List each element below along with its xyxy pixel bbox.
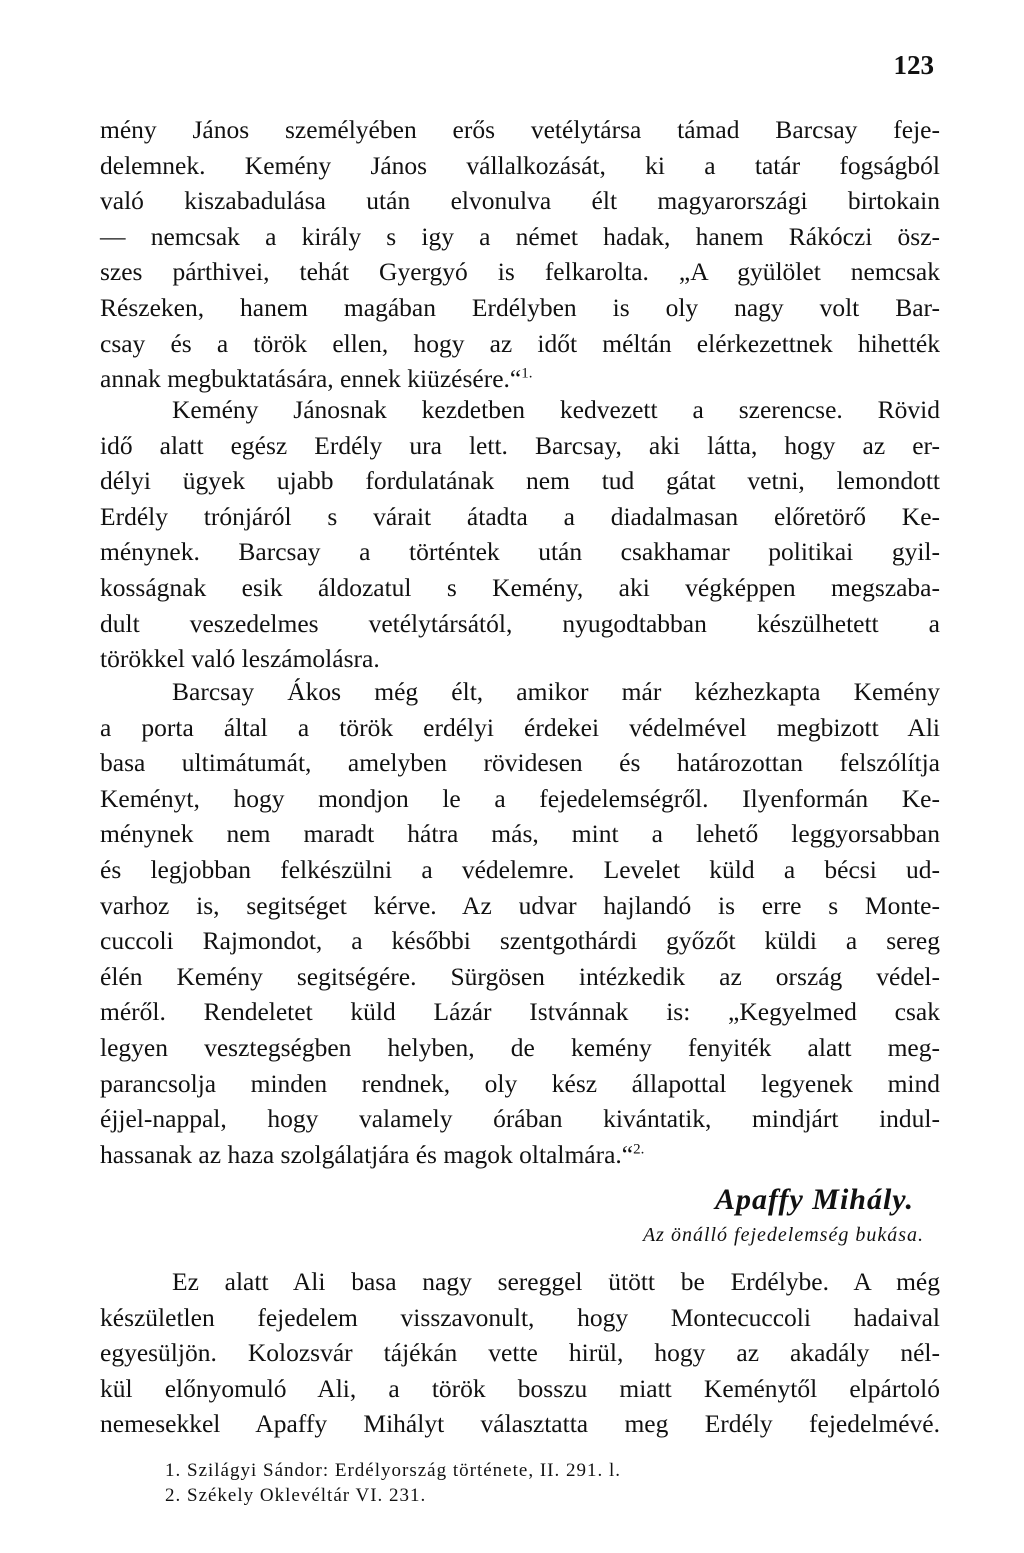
paragraph-4 xyxy=(100,1264,940,1442)
text-line: a porta által a török erdélyi érdekei védelmével megbizott Ali xyxy=(100,712,940,742)
footnote: 1. Szilágyi Sándor: Erdélyország története, II. 291. l. xyxy=(165,1460,622,1481)
text-line: Erdély trónjáról s várait átadta a diadalmasan előretörő Ke- xyxy=(100,501,940,531)
text-line: dult veszedelmes vetélytársától, nyugodtabban készülhetett a xyxy=(100,608,940,638)
text-line: való kiszabadulása után elvonulva élt magyarországi birtokain xyxy=(100,186,940,216)
text-line: kül előnyomuló Ali, a török bosszu miatt Keménytől elpártoló xyxy=(100,1373,940,1403)
text-line: Kemény Jánosnak kezdetben kedvezett a szerencse. Rövid xyxy=(172,395,940,424)
footnote-marker: 2. xyxy=(633,1141,645,1158)
text-line: törökkel való leszámolásra. xyxy=(100,644,380,674)
paragraph-2 xyxy=(100,392,940,677)
text-line: méről. Rendeletet küld Lázár Istvánnak is: „Kegyelmed csak xyxy=(100,997,940,1027)
text-line: Részeken, hanem magában Erdélyben is oly nagy volt Bar- xyxy=(100,292,940,322)
text-line: mény János személyében erős vetélytársa támad Barcsay feje- xyxy=(100,115,940,144)
footnotes xyxy=(165,1458,621,1508)
text-line: parancsolja minden rendnek, oly kész állapottal legyenek mind xyxy=(100,1068,940,1098)
text-line-content: hassanak az haza szolgálatjára és magok oltalmára.“ xyxy=(100,1139,634,1169)
text-line: basa ultimátumát, amelyben rövidesen és határozottan felszólítja xyxy=(100,748,940,778)
page-number: 123 xyxy=(893,50,934,80)
text-line: ménynek nem maradt hátra más, mint a lehető leggyorsabban xyxy=(100,819,940,849)
text-line: nemesekkel Apaffy Mihályt választatta meg Erdély fejedelmévé. xyxy=(100,1409,940,1439)
text-line xyxy=(100,1137,940,1173)
text-line: szes párthivei, tehát Gyergyó is felkarolta. „A gyülölet nemcsak xyxy=(100,257,940,287)
paragraph-1 xyxy=(100,112,940,397)
text-line: csay és a török ellen, hogy az időt méltán elérkezettnek hihették xyxy=(100,328,940,358)
text-line: varhoz is, segitséget kérve. Az udvar hajlandó is erre s Monte- xyxy=(100,890,940,920)
text-line: egyesüljön. Kolozsvár tájékán vette hirül, hogy az akadály nél- xyxy=(100,1338,940,1368)
text-line: ménynek. Barcsay a történtek után csakhamar politikai gyil- xyxy=(100,537,940,567)
text-line: cuccoli Rajmondot, a későbbi szentgothárdi győzőt küldi a sereg xyxy=(100,926,940,956)
section-subtitle: Az önálló fejedelemség bukása. xyxy=(642,1224,924,1246)
text-line: és legjobban felkészülni a védelemre. Levelet küld a bécsi ud- xyxy=(100,854,940,884)
footnote: 2. Székely Oklevéltár VI. 231. xyxy=(165,1485,427,1506)
text-line: kosságnak esik áldozatul s Kemény, aki végképpen megszaba- xyxy=(100,572,940,602)
section-heading xyxy=(642,1180,924,1250)
text-line: élén Kemény segitségére. Sürgösen intézkedik az ország védel- xyxy=(100,961,940,991)
text-line: délyi ügyek ujabb fordulatának nem tud gátat vetni, lemondott xyxy=(100,466,940,496)
text-line: Keményt, hogy mondjon le a fejedelemségről. Ilyenformán Ke- xyxy=(100,783,940,813)
text-line-content: annak megbuktatására, ennek kiüzésére.“ xyxy=(100,364,522,394)
text-line: Ez alatt Ali basa nagy sereggel ütött be Erdélybe. A még xyxy=(172,1267,940,1296)
footnote-marker: 1. xyxy=(521,365,533,382)
text-line: delemnek. Kemény János vállalkozását, ki a tatár fogságból xyxy=(100,150,940,180)
paragraph-3 xyxy=(100,674,940,1172)
text-line: legyen vesztegségben helyben, de kemény fenyiték alatt meg- xyxy=(100,1032,940,1062)
section-title: Apaffy Mihály. xyxy=(715,1183,914,1216)
text-line: idő alatt egész Erdély ura lett. Barcsay, aki látta, hogy az er- xyxy=(100,430,940,460)
text-line: éjjel-nappal, hogy valamely órában kivántatik, mindjárt indul- xyxy=(100,1104,940,1134)
text-line: — nemcsak a király s igy a német hadak, hanem Rákóczi ösz- xyxy=(100,221,940,251)
text-line: Barcsay Ákos még élt, amikor már kézhezkapta Kemény xyxy=(172,677,940,706)
text-line: készületlen fejedelem visszavonult, hogy Montecuccoli hadaival xyxy=(100,1302,940,1332)
